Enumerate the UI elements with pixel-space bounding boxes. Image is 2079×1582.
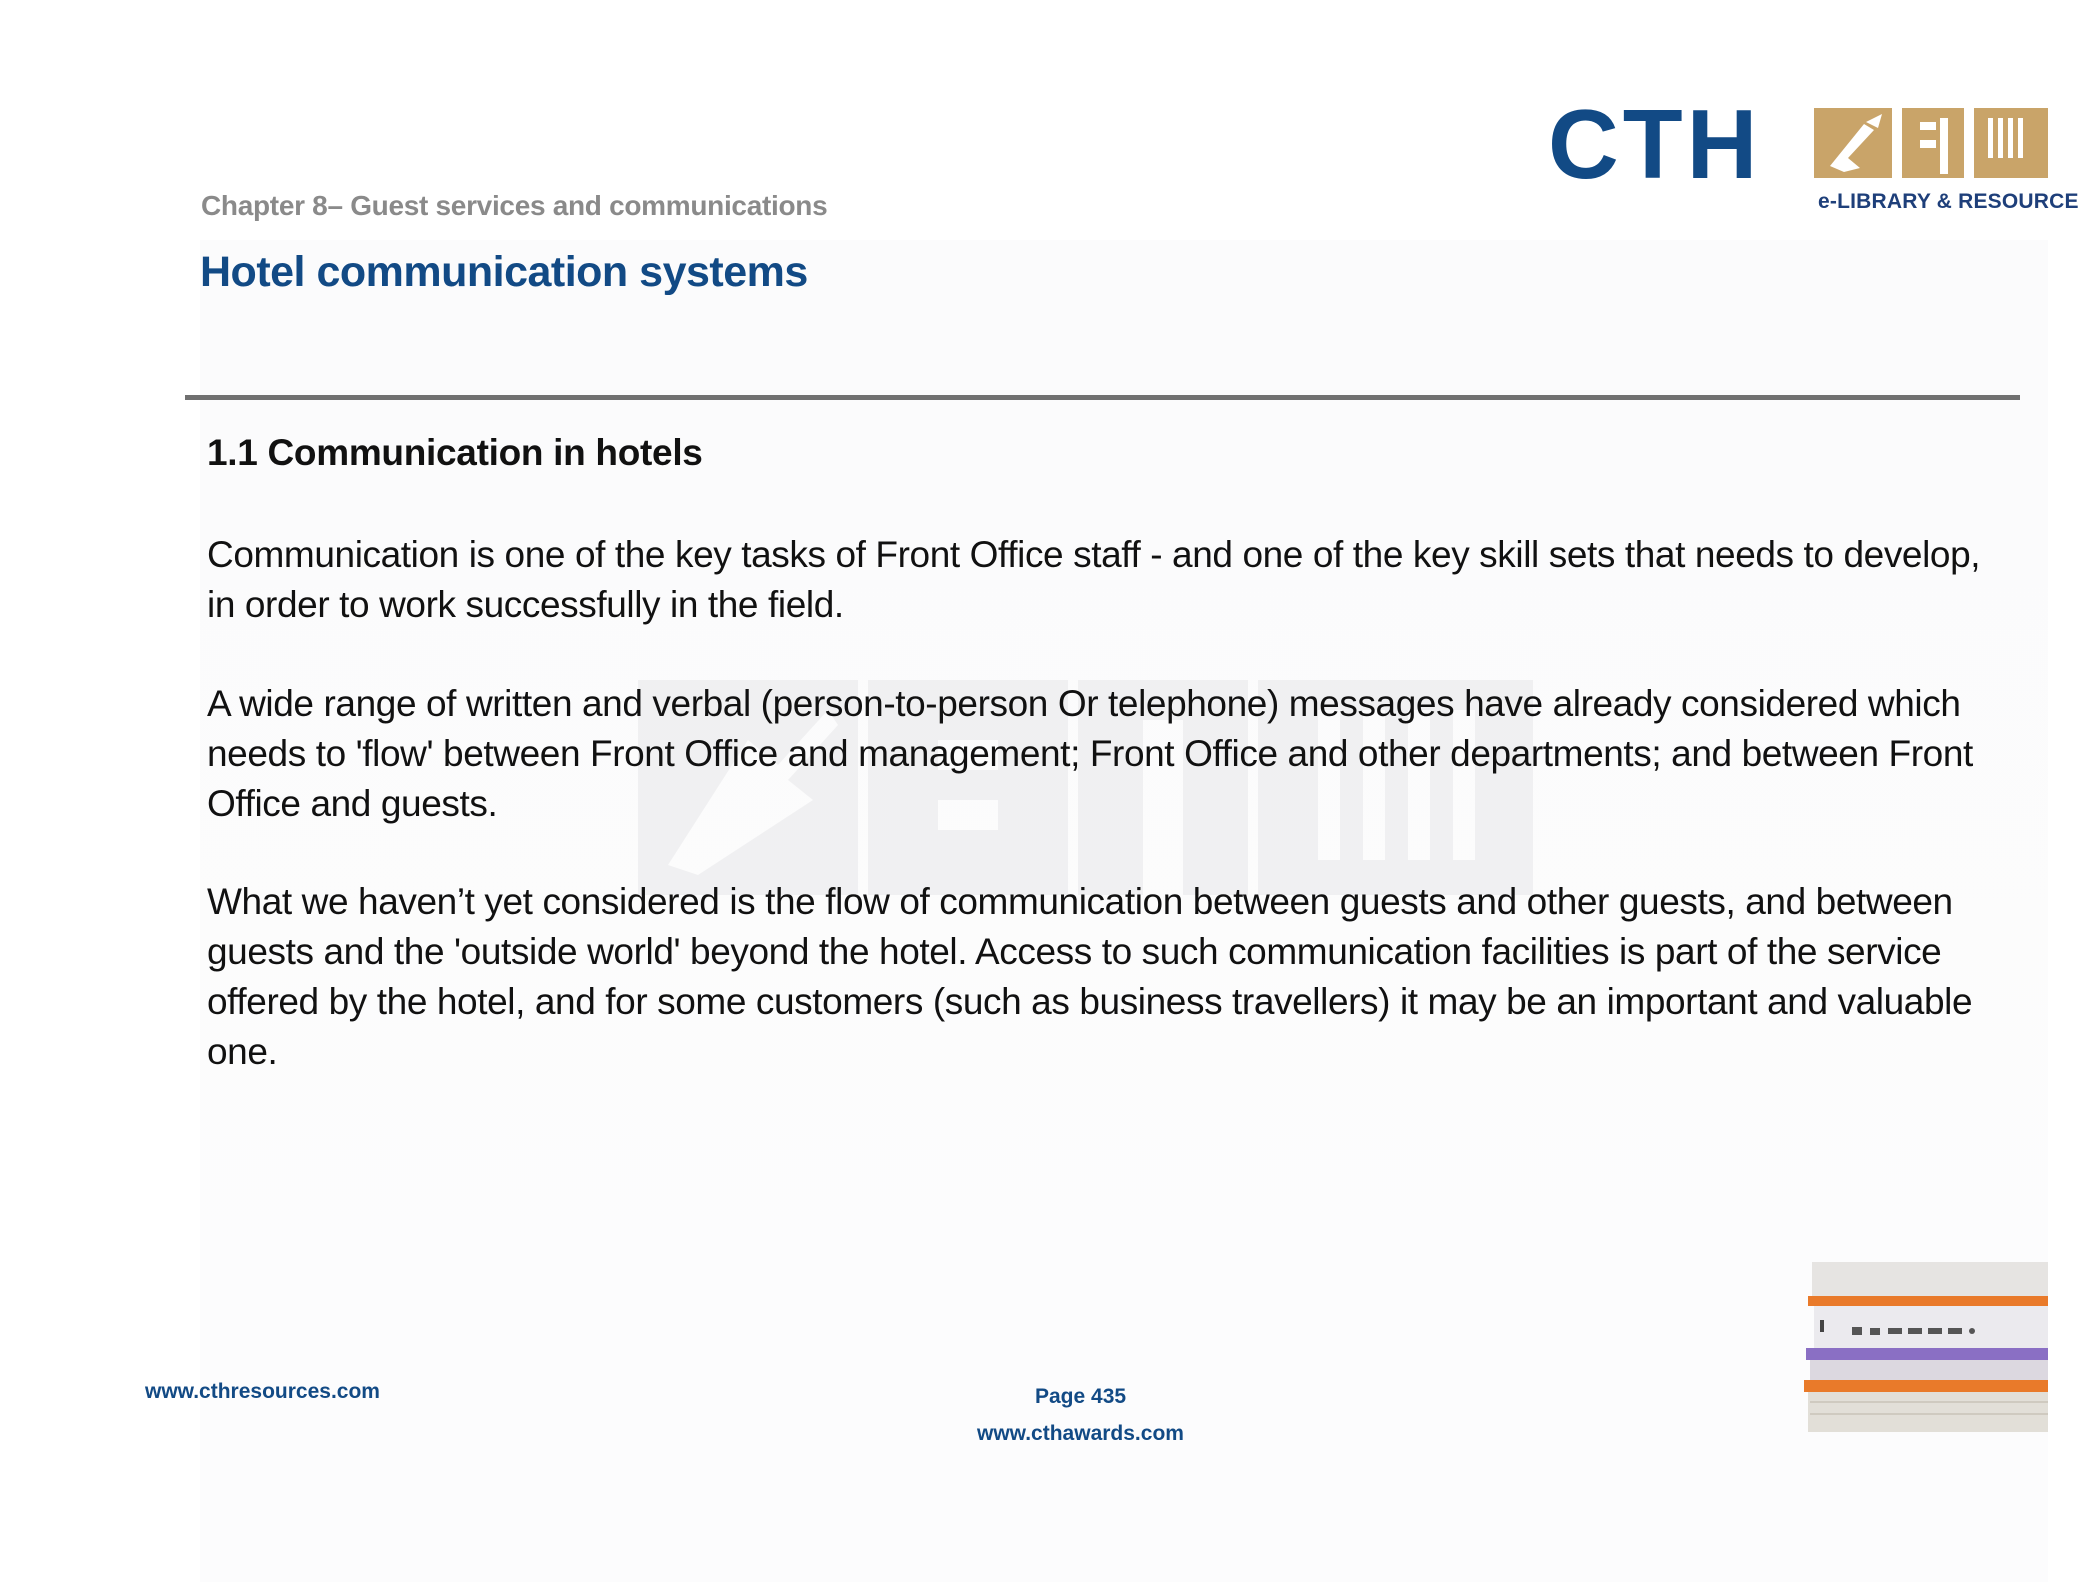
building-icon [1902, 108, 1964, 178]
page-title: Hotel communication systems [200, 248, 808, 296]
footer-resources-link[interactable]: www.cthresources.com [145, 1380, 380, 1403]
paragraph: A wide range of written and verbal (person-to-person Or telephone) messages have already considered which needs to 'flow' between Front Office and management; Front Office and other departments; and between Front Office and guests. [207, 683, 1973, 824]
paragraph: Communication is one of the key tasks of Front Office staff - and one of the key skill sets that needs to develop, in order to work successfully in the field. [207, 534, 1981, 625]
book-stack-icon [1800, 1262, 2048, 1432]
logo-text: CTH [1548, 89, 1762, 199]
paragraph: What we haven’t yet considered is the flow of communication between guests and other guests, and between guests and the 'outside world' beyond the hotel. Access to such communication facilities is part of the service offered by the hotel, and for some customers (such as business travellers) it may be an important and valuable one. [207, 881, 1973, 1072]
page-number: Page 435 [1035, 1385, 1127, 1408]
logo-tagline: e-LIBRARY & RESOURCE [1818, 190, 2079, 213]
fork-icon [1974, 108, 2048, 178]
airplane-icon [1814, 108, 1892, 178]
footer-awards-link[interactable]: www.cthawards.com [977, 1422, 1184, 1445]
section-heading: 1.1 Communication in hotels [207, 432, 703, 473]
chapter-heading: Chapter 8– Guest services and communications [201, 190, 828, 221]
header-divider [185, 395, 2020, 400]
